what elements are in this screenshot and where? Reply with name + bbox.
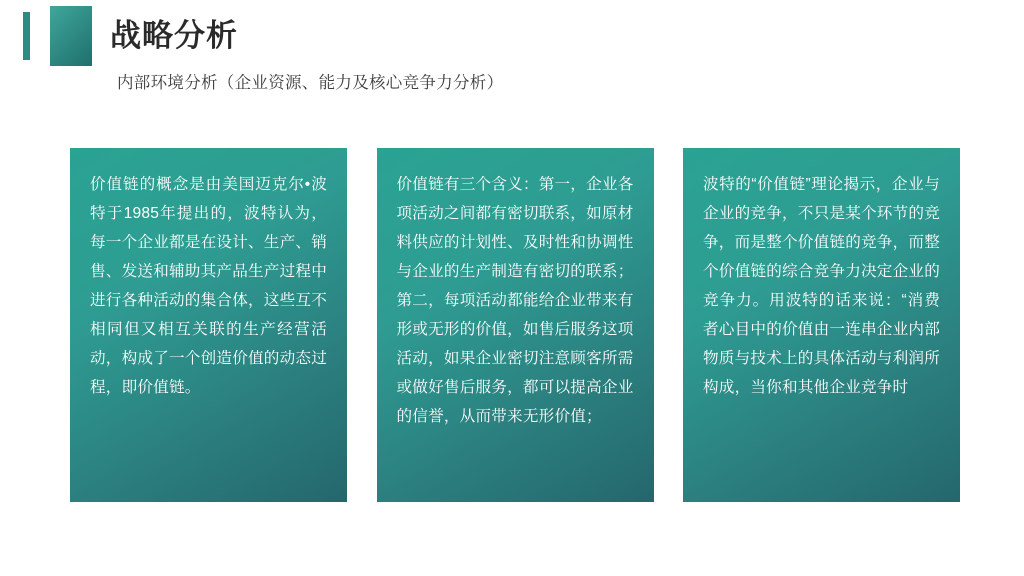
card-text: 价值链的概念是由美国迈克尔•波特于1985年提出的，波特认为，每一个企业都是在设计、生产、销售、发送和辅助其产品生产过程中进行各种活动的集合体，这些互不相同但又相互关联的生产经营活动，构成了一个创造价值的动态过程，即价值链。 [90,176,327,396]
card-text: 波特的“价值链”理论揭示，企业与企业的竞争，不只是某个环节的竞争，而是整个价值链的竞争，而整个价值链的综合竞争力决定企业的竞争力。用波特的话来说：“消费者心目中的价值由一连串企业内部物质与技术上的具体活动与利润所构成，当你和其他企业竞争时 [703,176,940,396]
card-item [683,148,960,502]
card-text: 价值链有三个含义：第一，企业各项活动之间都有密切联系，如原材料供应的计划性、及时性和协调性与企业的生产制造有密切的联系；第二，每项活动都能给企业带来有形或无形的价值，如售后服务这项活动，如果企业密切注意顾客所需或做好售后服务，都可以提高企业的信誉，从而带来无形价值； [396,176,634,425]
card-item [377,148,654,502]
page-subtitle: 内部环境分析（企业资源、能力及核心竞争力分析） [117,74,504,92]
accent-bar-thin [23,12,30,60]
card-list [70,148,960,504]
accent-block [50,6,92,66]
card-item [70,148,347,502]
page-title: 战略分析 [110,18,238,53]
